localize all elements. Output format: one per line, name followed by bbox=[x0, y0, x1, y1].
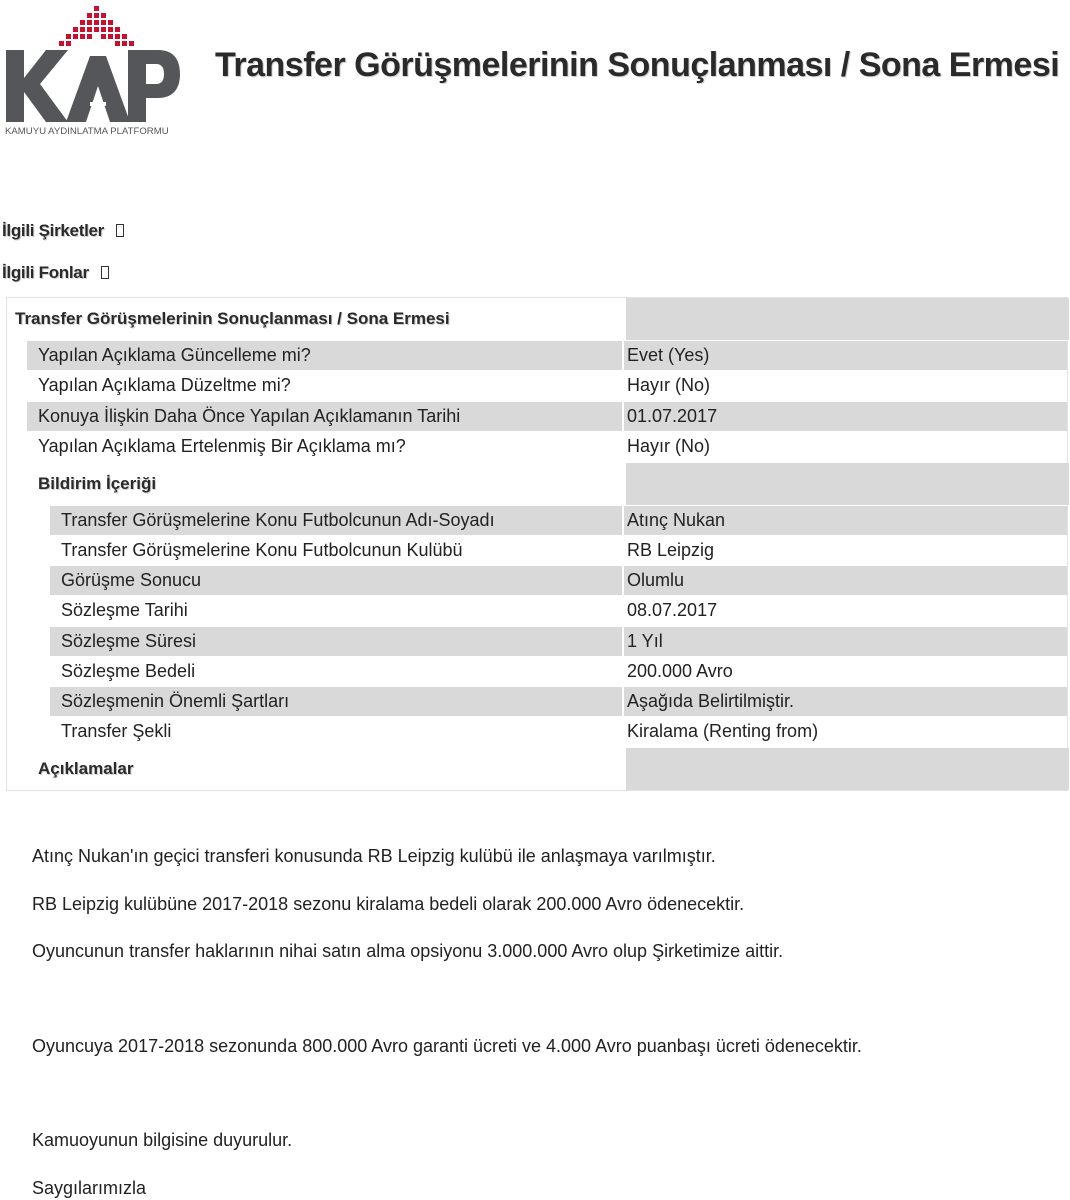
row-value: 08.07.2017 bbox=[627, 600, 718, 620]
table-row bbox=[7, 596, 1067, 625]
row-label: Sözleşme Bedeli bbox=[61, 661, 196, 681]
table-row bbox=[7, 627, 1067, 656]
row-label: Transfer Görüşmelerine Konu Futbolcunun Kulübü bbox=[61, 540, 463, 560]
disclosure-form bbox=[6, 297, 1068, 791]
body-paragraph: RB Leipzig kulübüne 2017-2018 sezonu kiralama bedeli olarak 200.000 Avro ödenecektir. bbox=[32, 894, 745, 914]
body-paragraph: Oyuncuya 2017-2018 sezonunda 800.000 Avro garanti ücreti ve 4.000 Avro puanbaşı ücreti ödenecektir. bbox=[32, 1036, 862, 1056]
table-row bbox=[7, 536, 1067, 565]
table-row bbox=[7, 657, 1067, 686]
row-value: Aşağıda Belirtilmiştir. bbox=[627, 691, 795, 711]
row-value: 1 Yıl bbox=[627, 631, 663, 651]
logo-subtext: KAMUYU AYDINLATMA PLATFORMU bbox=[5, 126, 169, 137]
body-paragraph: Saygılarımızla bbox=[32, 1178, 147, 1198]
body-paragraph: Atınç Nukan'ın geçici transferi konusunda RB Leipzig kulübü ile anlaşmaya varılmıştır. bbox=[32, 846, 716, 866]
table-row bbox=[7, 687, 1067, 716]
row-label: Konuya İlişkin Daha Önce Yapılan Açıklamanın Tarihi bbox=[38, 406, 461, 426]
row-label: Transfer Görüşmelerine Konu Futbolcunun Adı-Soyadı bbox=[61, 510, 495, 530]
row-value: Hayır (No) bbox=[627, 436, 711, 456]
notes-section-header bbox=[7, 748, 1067, 790]
related-funds-toggle[interactable] bbox=[2, 263, 109, 283]
row-label: Sözleşmenin Önemli Şartları bbox=[61, 691, 290, 711]
row-label: Yapılan Açıklama Düzeltme mi? bbox=[38, 375, 291, 395]
kap-logo bbox=[2, 2, 180, 138]
related-companies-label: İlgili Şirketler bbox=[2, 221, 104, 240]
row-value: Atınç Nukan bbox=[627, 510, 726, 530]
row-label: Sözleşme Tarihi bbox=[61, 600, 188, 620]
row-value: Olumlu bbox=[627, 570, 685, 590]
row-label: Transfer Şekli bbox=[61, 721, 172, 741]
table-row bbox=[7, 717, 1067, 746]
expand-icon bbox=[116, 224, 124, 237]
row-label: Yapılan Açıklama Güncelleme mi? bbox=[38, 345, 311, 365]
row-value: Kiralama (Renting from) bbox=[627, 721, 819, 741]
row-label: Yapılan Açıklama Ertelenmiş Bir Açıklama mı? bbox=[38, 436, 406, 456]
body-paragraph: Oyuncunun transfer haklarının nihai satın alma opsiyonu 3.000.000 Avro olup Şirketimize aittir. bbox=[32, 941, 784, 961]
row-value: 200.000 Avro bbox=[627, 661, 733, 681]
table-row bbox=[7, 402, 1067, 431]
content-section-header bbox=[7, 463, 1067, 505]
page-header bbox=[0, 0, 1070, 140]
expand-icon bbox=[101, 266, 109, 279]
table-row bbox=[7, 566, 1067, 595]
row-value: Hayır (No) bbox=[627, 375, 711, 395]
notes-section-title: Açıklamalar bbox=[38, 759, 134, 778]
row-label: Sözleşme Süresi bbox=[61, 631, 197, 651]
table-row bbox=[7, 432, 1067, 461]
body-paragraph: Kamuoyunun bilgisine duyurulur. bbox=[32, 1130, 293, 1150]
table-row bbox=[7, 371, 1067, 400]
related-funds-label: İlgili Fonlar bbox=[2, 263, 89, 282]
related-companies-toggle[interactable] bbox=[2, 221, 124, 241]
table-row bbox=[7, 506, 1067, 535]
content-section-title: Bildirim İçeriği bbox=[38, 474, 157, 493]
row-value: Evet (Yes) bbox=[627, 345, 710, 365]
form-section-title: Transfer Görüşmelerinin Sonuçlanması / Sona Ermesi bbox=[15, 309, 450, 328]
row-label: Görüşme Sonucu bbox=[61, 570, 202, 590]
page-title: Transfer Görüşmelerinin Sonuçlanması / Sona Ermesi bbox=[215, 46, 1060, 84]
form-section-header bbox=[7, 298, 1067, 340]
row-value: 01.07.2017 bbox=[627, 406, 718, 426]
table-row bbox=[7, 341, 1067, 370]
row-value: RB Leipzig bbox=[627, 540, 715, 560]
